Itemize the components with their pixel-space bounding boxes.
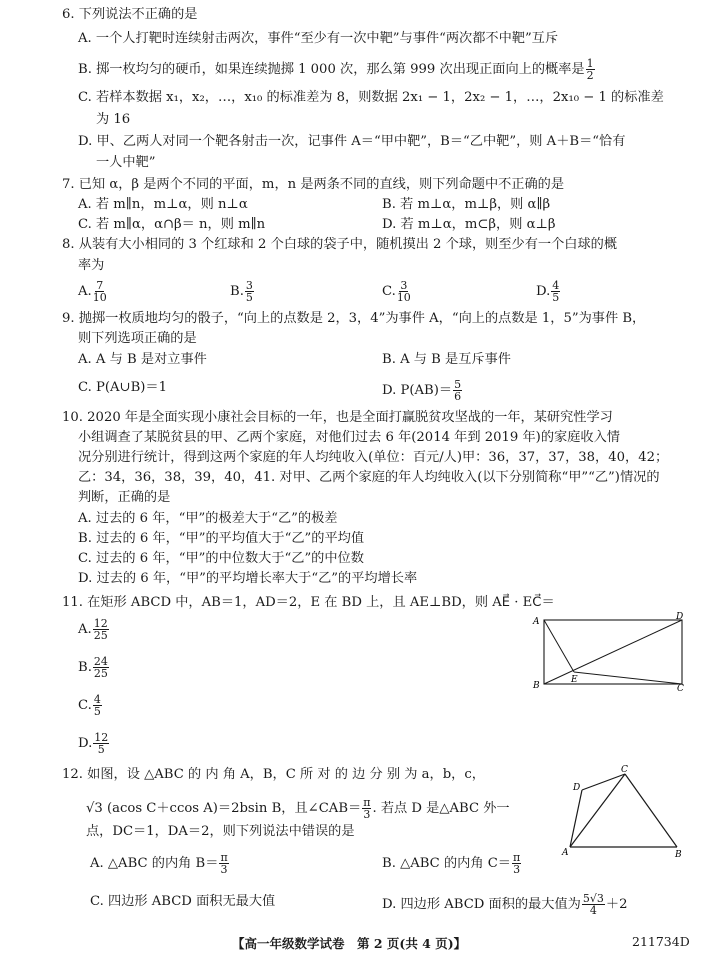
q7-option-d: D. 若 m⊥α，m⊂β，则 α⊥β <box>382 217 556 232</box>
q11-rectangle-figure <box>530 612 690 694</box>
q12-stem-line2: √3 (acos C＋ccos A)＝2bsin B，且∠CAB＝ $\frac{\pi}{3}$ . 若点 D 是△ABC 外一 <box>86 796 510 821</box>
q6-option-c-line2: 为 16 <box>96 112 131 127</box>
q10-stem-line2: 小组调查了某脱贫县的甲、乙两个家庭，对他们过去 6 年(2014 年到 2019 年)的家庭收入情 <box>78 430 620 445</box>
q12-stem-line1: 12. 如图，设 △ABC 的 内 角 A，B，C 所 对 的 边 分 别 为 a，b，c， <box>62 767 485 782</box>
q11-stem: 11. 在矩形 ABCD 中，AB＝1，AD＝2，E 在 BD 上，且 AE⊥BD，则 AE⃗ · EC⃗＝ <box>62 595 555 610</box>
fig-label-e: E <box>571 675 578 685</box>
q10-stem-line4: 乙：34，36，38，39，40，41. 对甲、乙两个家庭的年人均纯收入(以下分别简称“甲”“乙”)情况的 <box>78 470 660 485</box>
q9-option-a: A. A 与 B 是对立事件 <box>78 352 207 367</box>
q8-stem-line1: 8. 从装有大小相同的 3 个红球和 2 个白球的袋子中，随机摸出 2 个球，则至少有一个白球的概 <box>62 237 618 252</box>
q8-option-a: A. $\frac{7}{10}$ <box>78 279 107 304</box>
q6-option-c-line1: C. 若样本数据 x₁，x₂，…，x₁₀ 的标准差为 8，则数据 2x₁ − 1，2x₂ − 1，…，2x₁₀ − 1 的标准差 <box>78 90 664 105</box>
q10-option-a: A. 过去的 6 年，“甲”的极差大于“乙”的极差 <box>78 511 338 526</box>
fig-label-a: A <box>562 848 569 858</box>
q12-stem-line3: 点，DC＝1，DA＝2，则下列说法中错误的是 <box>86 824 355 839</box>
q8-option-c: C. $\frac{3}{10}$ <box>382 279 411 304</box>
q6-option-d-line2: 一人中靶” <box>96 155 156 170</box>
q6-option-b: B. 掷一枚均匀的硬币，如果连续抛掷 1 000 次，那么第 999 次出现正面向上的概率是 $\frac{1}{2}$ <box>78 57 594 82</box>
fig-label-a: A <box>533 617 540 627</box>
q9-option-d: D. P(AB)＝ $\frac{5}{6}$ <box>382 378 462 403</box>
q12-option-a: A. △ABC 的内角 B＝ $\frac{\pi}{3}$ <box>90 851 228 876</box>
q9-stem-line2: 则下列选项正确的是 <box>78 331 197 346</box>
q11-option-c: C. $\frac{4}{5}$ <box>78 693 101 718</box>
q6-option-d-line1: D. 甲、乙两人对同一个靶各射击一次，记事件 A＝“甲中靶”，B＝“乙中靶”，则 A＋B＝“恰有 <box>78 134 626 149</box>
fig-label-d: D <box>676 612 684 622</box>
fraction: $\frac{1}{2}$ <box>586 57 594 82</box>
q12-option-d: D. 四边形 ABCD 面积的最大值为 $\frac{5√3}{4}$ ＋2 <box>382 892 628 917</box>
fig-label-d: D <box>573 783 581 793</box>
fig-label-b: B <box>675 850 682 860</box>
q11-option-b: B. $\frac{24}{25}$ <box>78 655 108 680</box>
q7-stem: 7. 已知 α，β 是两个不同的平面，m，n 是两条不同的直线，则下列命题中不正确的是 <box>62 177 565 192</box>
q10-option-d: D. 过去的 6 年，“甲”的平均增长率大于“乙”的平均增长率 <box>78 571 418 586</box>
q7-option-b: B. 若 m⊥α，m⊥β，则 α∥β <box>382 197 551 212</box>
fig-label-c: C <box>677 684 684 694</box>
q10-stem-line1: 10. 2020 年是全面实现小康社会目标的一年，也是全面打赢脱贫攻坚战的一年，某研究性学习 <box>62 410 613 425</box>
q7-option-c: C. 若 m∥α，α∩β＝ n，则 m∥n <box>78 217 266 232</box>
q8-option-b: B. $\frac{3}{5}$ <box>230 279 253 304</box>
q8-option-d: D. $\frac{4}{5}$ <box>536 279 560 304</box>
q7-option-a: A. 若 m∥n，m⊥α，则 n⊥α <box>78 197 248 212</box>
q12-option-b: B. △ABC 的内角 C＝ $\frac{\pi}{3}$ <box>382 851 521 876</box>
q11-option-d: D. $\frac{12}{5}$ <box>78 731 109 756</box>
page-footer: 【高一年级数学试卷 第 2 页(共 4 页)】 <box>232 936 467 951</box>
fig-label-b: B <box>533 681 540 691</box>
q12-quadrilateral-figure <box>560 762 685 860</box>
q10-option-b: B. 过去的 6 年，“甲”的平均值大于“乙”的平均值 <box>78 531 365 546</box>
q11-option-a: A. $\frac{12}{25}$ <box>78 617 108 642</box>
q6-stem: 6. 下列说法不正确的是 <box>62 7 198 22</box>
q10-stem-line3: 况分别进行统计，得到这两个家庭的年人均纯收入(单位：百元/人)甲：36，37，37，38，40，42； <box>78 450 669 465</box>
q9-stem-line1: 9. 抛掷一枚质地均匀的骰子，“向上的点数是 2，3，4”为事件 A，“向上的点数是 1，5”为事件 B， <box>62 311 646 326</box>
q10-option-c: C. 过去的 6 年，“甲”的中位数大于“乙”的中位数 <box>78 551 364 566</box>
q9-option-c: C. P(A∪B)＝1 <box>78 380 168 395</box>
q12-option-c: C. 四边形 ABCD 面积无最大值 <box>90 894 276 909</box>
q9-option-b: B. A 与 B 是互斥事件 <box>382 352 511 367</box>
q6-option-a: A. 一个人打靶时连续射击两次，事件“至少有一次中靶”与事件“两次都不中靶”互斥 <box>78 31 559 46</box>
q8-stem-line2: 率为 <box>78 258 105 273</box>
fig-label-c: C <box>621 765 628 775</box>
paper-code: 211734D <box>632 934 690 949</box>
q10-stem-line5: 判断，正确的是 <box>78 490 171 505</box>
